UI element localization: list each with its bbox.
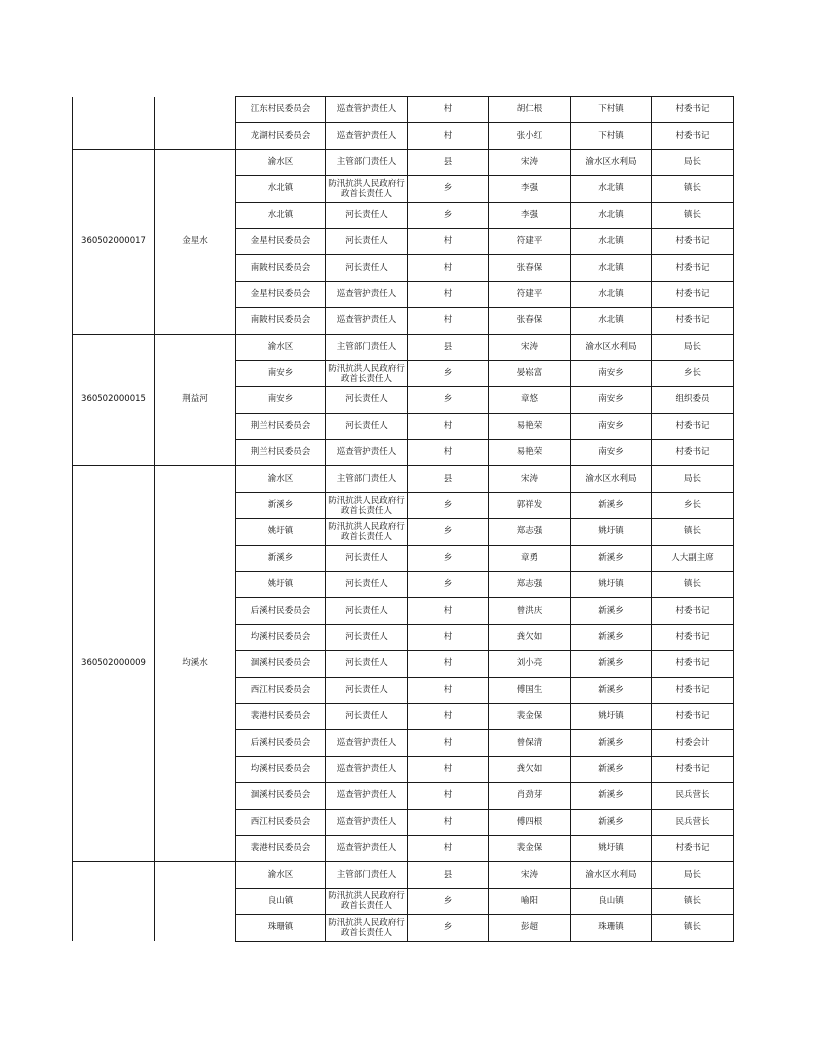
organization-cell: 珠珊镇 (571, 915, 652, 941)
person-name-cell: 肖劲芽 (489, 783, 571, 809)
organization-cell: 新溪乡 (571, 598, 652, 624)
person-name-cell: 裴金保 (489, 835, 571, 861)
table-row (73, 97, 734, 123)
person-name-cell: 易艳荣 (489, 413, 571, 439)
person-name-cell: 宋涛 (489, 149, 571, 175)
organization-cell: 新溪乡 (571, 756, 652, 782)
river-name-cell: 金星水 (155, 149, 236, 334)
organization-cell: 南安乡 (571, 413, 652, 439)
organization-cell: 新溪乡 (571, 677, 652, 703)
job-title-cell: 村委书记 (652, 123, 734, 149)
responsibility-type-cell: 巡查管护责任人 (326, 281, 408, 307)
river-code-cell (73, 97, 155, 150)
responsible-unit-cell: 后溪村民委员会 (236, 598, 326, 624)
job-title-cell: 村委书记 (652, 228, 734, 254)
responsible-unit-cell: 水北镇 (236, 202, 326, 228)
responsible-unit-cell: 新溪乡 (236, 545, 326, 571)
organization-cell: 水北镇 (571, 176, 652, 202)
job-title-cell: 村委书记 (652, 677, 734, 703)
person-name-cell: 宋涛 (489, 334, 571, 360)
table-row (73, 862, 734, 888)
job-title-cell: 民兵营长 (652, 783, 734, 809)
river-chief-roster-table (72, 96, 734, 942)
responsibility-type-cell: 巡查管护责任人 (326, 730, 408, 756)
organization-cell: 新溪乡 (571, 624, 652, 650)
job-title-cell: 乡长 (652, 492, 734, 518)
job-title-cell: 民兵营长 (652, 809, 734, 835)
responsible-unit-cell: 西江村民委员会 (236, 677, 326, 703)
responsible-unit-cell: 金星村民委员会 (236, 228, 326, 254)
job-title-cell: 村委书记 (652, 281, 734, 307)
organization-cell: 新溪乡 (571, 730, 652, 756)
job-title-cell: 局长 (652, 149, 734, 175)
person-name-cell: 郑志强 (489, 572, 571, 598)
organization-cell: 姚圩镇 (571, 519, 652, 545)
responsible-unit-cell: 南陂村民委员会 (236, 255, 326, 281)
table-row (73, 466, 734, 492)
person-name-cell: 傅四根 (489, 809, 571, 835)
responsibility-type-cell: 河长责任人 (326, 228, 408, 254)
job-title-cell: 镇长 (652, 572, 734, 598)
responsibility-type-cell: 河长责任人 (326, 545, 408, 571)
responsibility-type-cell: 巡查管护责任人 (326, 123, 408, 149)
responsibility-type-cell: 主管部门责任人 (326, 334, 408, 360)
responsible-unit-cell: 良山镇 (236, 888, 326, 914)
admin-level-cell: 村 (408, 730, 489, 756)
organization-cell: 南安乡 (571, 360, 652, 386)
organization-cell: 新溪乡 (571, 783, 652, 809)
responsibility-type-cell: 防汛抗洪人民政府行政首长责任人 (326, 176, 408, 202)
admin-level-cell: 乡 (408, 492, 489, 518)
responsible-unit-cell: 龙湖村民委员会 (236, 123, 326, 149)
responsible-unit-cell: 姚圩镇 (236, 572, 326, 598)
job-title-cell: 局长 (652, 466, 734, 492)
responsibility-type-cell: 防汛抗洪人民政府行政首长责任人 (326, 519, 408, 545)
person-name-cell: 张春保 (489, 255, 571, 281)
admin-level-cell: 村 (408, 835, 489, 861)
responsibility-type-cell: 河长责任人 (326, 703, 408, 729)
organization-cell: 渝水区水利局 (571, 466, 652, 492)
person-name-cell: 龚欠如 (489, 756, 571, 782)
table-row (73, 334, 734, 360)
admin-level-cell: 村 (408, 809, 489, 835)
organization-cell: 新溪乡 (571, 545, 652, 571)
admin-level-cell: 乡 (408, 519, 489, 545)
responsibility-type-cell: 巡查管护责任人 (326, 756, 408, 782)
river-code-cell: 360502000009 (73, 466, 155, 862)
responsible-unit-cell: 南安乡 (236, 360, 326, 386)
admin-level-cell: 县 (408, 862, 489, 888)
admin-level-cell: 县 (408, 466, 489, 492)
person-name-cell: 符建平 (489, 228, 571, 254)
job-title-cell: 村委书记 (652, 835, 734, 861)
river-name-cell: 均溪水 (155, 466, 236, 862)
job-title-cell: 镇长 (652, 176, 734, 202)
admin-level-cell: 乡 (408, 387, 489, 413)
responsibility-type-cell: 河长责任人 (326, 387, 408, 413)
person-name-cell: 章悠 (489, 387, 571, 413)
river-code-cell (73, 862, 155, 941)
responsible-unit-cell: 渝水区 (236, 334, 326, 360)
person-name-cell: 郭祥发 (489, 492, 571, 518)
organization-cell: 新溪乡 (571, 651, 652, 677)
person-name-cell: 郑志强 (489, 519, 571, 545)
job-title-cell: 村委书记 (652, 308, 734, 334)
job-title-cell: 村委书记 (652, 255, 734, 281)
job-title-cell: 组织委员 (652, 387, 734, 413)
admin-level-cell: 乡 (408, 572, 489, 598)
person-name-cell: 胡仁根 (489, 97, 571, 123)
organization-cell: 南安乡 (571, 387, 652, 413)
person-name-cell: 傅国生 (489, 677, 571, 703)
responsible-unit-cell: 后溪村民委员会 (236, 730, 326, 756)
person-name-cell: 李强 (489, 202, 571, 228)
responsible-unit-cell: 渝水区 (236, 862, 326, 888)
organization-cell: 良山镇 (571, 888, 652, 914)
organization-cell: 渝水区水利局 (571, 149, 652, 175)
job-title-cell: 村委书记 (652, 97, 734, 123)
admin-level-cell: 村 (408, 651, 489, 677)
responsible-unit-cell: 水北镇 (236, 176, 326, 202)
person-name-cell: 晏崧富 (489, 360, 571, 386)
person-name-cell: 喻阳 (489, 888, 571, 914)
responsibility-type-cell: 河长责任人 (326, 413, 408, 439)
responsibility-type-cell: 巡查管护责任人 (326, 835, 408, 861)
responsible-unit-cell: 渝水区 (236, 149, 326, 175)
admin-level-cell: 村 (408, 413, 489, 439)
organization-cell: 姚圩镇 (571, 572, 652, 598)
job-title-cell: 村委书记 (652, 624, 734, 650)
admin-level-cell: 村 (408, 123, 489, 149)
organization-cell: 姚圩镇 (571, 835, 652, 861)
responsibility-type-cell: 河长责任人 (326, 255, 408, 281)
responsible-unit-cell: 西江村民委员会 (236, 809, 326, 835)
person-name-cell: 宋涛 (489, 862, 571, 888)
responsible-unit-cell: 涸溪村民委员会 (236, 651, 326, 677)
person-name-cell: 彭超 (489, 915, 571, 941)
admin-level-cell: 村 (408, 440, 489, 466)
responsibility-type-cell: 巡查管护责任人 (326, 308, 408, 334)
responsible-unit-cell: 金星村民委员会 (236, 281, 326, 307)
responsible-unit-cell: 荆兰村民委员会 (236, 413, 326, 439)
job-title-cell: 镇长 (652, 915, 734, 941)
responsibility-type-cell: 防汛抗洪人民政府行政首长责任人 (326, 360, 408, 386)
admin-level-cell: 村 (408, 703, 489, 729)
admin-level-cell: 乡 (408, 176, 489, 202)
responsible-unit-cell: 均溪村民委员会 (236, 756, 326, 782)
responsibility-type-cell: 防汛抗洪人民政府行政首长责任人 (326, 492, 408, 518)
person-name-cell: 张小红 (489, 123, 571, 149)
person-name-cell: 李强 (489, 176, 571, 202)
river-code-cell: 360502000017 (73, 149, 155, 334)
responsibility-type-cell: 河长责任人 (326, 677, 408, 703)
person-name-cell: 宋涛 (489, 466, 571, 492)
person-name-cell: 刘小亮 (489, 651, 571, 677)
responsible-unit-cell: 南陂村民委员会 (236, 308, 326, 334)
admin-level-cell: 村 (408, 281, 489, 307)
river-code-cell: 360502000015 (73, 334, 155, 466)
job-title-cell: 镇长 (652, 888, 734, 914)
job-title-cell: 村委书记 (652, 756, 734, 782)
organization-cell: 水北镇 (571, 308, 652, 334)
organization-cell: 水北镇 (571, 228, 652, 254)
responsibility-type-cell: 河长责任人 (326, 624, 408, 650)
river-name-cell (155, 97, 236, 150)
admin-level-cell: 乡 (408, 915, 489, 941)
organization-cell: 水北镇 (571, 202, 652, 228)
responsibility-type-cell: 河长责任人 (326, 651, 408, 677)
organization-cell: 水北镇 (571, 281, 652, 307)
responsibility-type-cell: 巡查管护责任人 (326, 97, 408, 123)
job-title-cell: 局长 (652, 334, 734, 360)
responsible-unit-cell: 渝水区 (236, 466, 326, 492)
job-title-cell: 人大副主席 (652, 545, 734, 571)
responsibility-type-cell: 河长责任人 (326, 598, 408, 624)
admin-level-cell: 乡 (408, 545, 489, 571)
roster-body (73, 97, 734, 942)
organization-cell: 南安乡 (571, 440, 652, 466)
person-name-cell: 龚欠如 (489, 624, 571, 650)
person-name-cell: 符建平 (489, 281, 571, 307)
responsible-unit-cell: 珠珊镇 (236, 915, 326, 941)
responsibility-type-cell: 河长责任人 (326, 202, 408, 228)
responsible-unit-cell: 新溪乡 (236, 492, 326, 518)
person-name-cell: 易艳荣 (489, 440, 571, 466)
job-title-cell: 村委书记 (652, 651, 734, 677)
admin-level-cell: 村 (408, 677, 489, 703)
river-name-cell: 荆益河 (155, 334, 236, 466)
job-title-cell: 村委会计 (652, 730, 734, 756)
person-name-cell: 曾保清 (489, 730, 571, 756)
admin-level-cell: 乡 (408, 202, 489, 228)
responsibility-type-cell: 巡查管护责任人 (326, 440, 408, 466)
responsibility-type-cell: 河长责任人 (326, 572, 408, 598)
organization-cell: 下村镇 (571, 97, 652, 123)
responsibility-type-cell: 巡查管护责任人 (326, 809, 408, 835)
responsibility-type-cell: 主管部门责任人 (326, 862, 408, 888)
person-name-cell: 张春保 (489, 308, 571, 334)
admin-level-cell: 村 (408, 228, 489, 254)
river-name-cell (155, 862, 236, 941)
table-row (73, 149, 734, 175)
responsible-unit-cell: 均溪村民委员会 (236, 624, 326, 650)
responsible-unit-cell: 南安乡 (236, 387, 326, 413)
person-name-cell: 裴金保 (489, 703, 571, 729)
admin-level-cell: 乡 (408, 888, 489, 914)
responsibility-type-cell: 防汛抗洪人民政府行政首长责任人 (326, 915, 408, 941)
job-title-cell: 村委书记 (652, 440, 734, 466)
admin-level-cell: 县 (408, 334, 489, 360)
responsibility-type-cell: 主管部门责任人 (326, 149, 408, 175)
job-title-cell: 局长 (652, 862, 734, 888)
responsibility-type-cell: 防汛抗洪人民政府行政首长责任人 (326, 888, 408, 914)
responsible-unit-cell: 涸溪村民委员会 (236, 783, 326, 809)
organization-cell: 新溪乡 (571, 809, 652, 835)
organization-cell: 下村镇 (571, 123, 652, 149)
admin-level-cell: 乡 (408, 360, 489, 386)
responsibility-type-cell: 主管部门责任人 (326, 466, 408, 492)
organization-cell: 渝水区水利局 (571, 862, 652, 888)
job-title-cell: 镇长 (652, 202, 734, 228)
job-title-cell: 村委书记 (652, 413, 734, 439)
admin-level-cell: 县 (408, 149, 489, 175)
responsible-unit-cell: 荆兰村民委员会 (236, 440, 326, 466)
job-title-cell: 乡长 (652, 360, 734, 386)
responsible-unit-cell: 江东村民委员会 (236, 97, 326, 123)
responsible-unit-cell: 姚圩镇 (236, 519, 326, 545)
admin-level-cell: 村 (408, 598, 489, 624)
admin-level-cell: 村 (408, 308, 489, 334)
organization-cell: 新溪乡 (571, 492, 652, 518)
admin-level-cell: 村 (408, 97, 489, 123)
job-title-cell: 村委书记 (652, 598, 734, 624)
responsible-unit-cell: 裴港村民委员会 (236, 835, 326, 861)
responsible-unit-cell: 裴港村民委员会 (236, 703, 326, 729)
admin-level-cell: 村 (408, 255, 489, 281)
person-name-cell: 章勇 (489, 545, 571, 571)
admin-level-cell: 村 (408, 783, 489, 809)
responsibility-type-cell: 巡查管护责任人 (326, 783, 408, 809)
admin-level-cell: 村 (408, 756, 489, 782)
person-name-cell: 曾洪庆 (489, 598, 571, 624)
job-title-cell: 镇长 (652, 519, 734, 545)
organization-cell: 姚圩镇 (571, 703, 652, 729)
admin-level-cell: 村 (408, 624, 489, 650)
organization-cell: 渝水区水利局 (571, 334, 652, 360)
organization-cell: 水北镇 (571, 255, 652, 281)
job-title-cell: 村委书记 (652, 703, 734, 729)
